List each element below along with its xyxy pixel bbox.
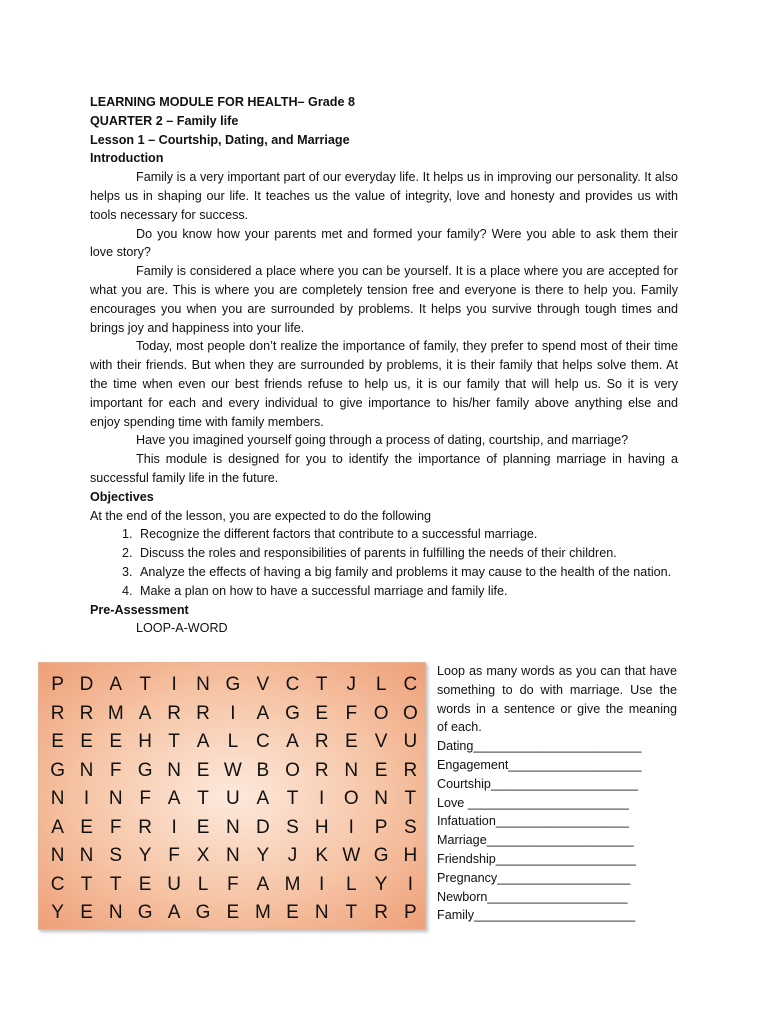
grid-letter[interactable]: N xyxy=(225,816,240,838)
grid-letter[interactable]: A xyxy=(51,816,64,838)
grid-letter[interactable]: G xyxy=(285,702,300,724)
grid-letter[interactable]: D xyxy=(79,674,94,696)
objective-item: 2. Discuss the roles and responsibilities of parents in fulfilling the needs of their children. xyxy=(136,544,678,563)
grid-letter[interactable]: I xyxy=(319,788,325,810)
grid-row xyxy=(43,814,425,843)
grid-letter[interactable]: S xyxy=(404,816,417,838)
objective-item: 4. Make a plan on how to have a successful marriage and family life. xyxy=(136,582,678,601)
grid-letter[interactable]: N xyxy=(50,788,65,810)
grid-letter[interactable]: T xyxy=(139,674,151,696)
grid-letter[interactable]: L xyxy=(375,674,387,696)
document-body xyxy=(90,93,678,638)
grid-letter[interactable]: Y xyxy=(256,845,270,867)
word-search-grid xyxy=(38,662,426,930)
term-blank[interactable]: Dating________________________ xyxy=(437,739,642,754)
grid-letter[interactable]: X xyxy=(196,845,210,867)
grid-letter[interactable]: E xyxy=(315,702,329,724)
term-blank[interactable]: Family_______________________ xyxy=(437,908,636,923)
grid-letter[interactable]: M xyxy=(107,702,124,724)
grid-letter[interactable]: V xyxy=(256,674,270,696)
grid-letter[interactable]: P xyxy=(404,902,417,924)
grid-letter[interactable]: G xyxy=(137,902,153,924)
grid-letter[interactable]: S xyxy=(286,816,299,838)
grid-letter[interactable]: P xyxy=(51,674,64,696)
grid-letter[interactable]: N xyxy=(314,902,329,924)
grid-letter[interactable]: I xyxy=(171,816,177,838)
grid-letter[interactable]: Y xyxy=(374,873,388,895)
grid-letter[interactable]: A xyxy=(256,788,270,810)
grid-letter[interactable]: J xyxy=(346,674,357,696)
term-list xyxy=(437,737,677,925)
grid-letter[interactable]: G xyxy=(50,759,65,781)
grid-letter[interactable]: N xyxy=(167,759,181,781)
grid-letter[interactable]: E xyxy=(196,759,210,781)
grid-letter[interactable]: A xyxy=(256,702,270,724)
grid-row xyxy=(43,785,425,814)
grid-letter[interactable]: C xyxy=(50,873,65,895)
objectives-list xyxy=(90,525,678,600)
term-blank[interactable]: Love _______________________ xyxy=(437,795,629,810)
quarter-title: QUARTER 2 – Family life xyxy=(90,113,239,128)
word-search-table xyxy=(43,671,425,928)
intro-paragraph-5: Have you imagined yourself going through a process of dating, courtship, and marriage? xyxy=(136,433,629,448)
term-blank[interactable]: Infatuation___________________ xyxy=(437,814,629,829)
grid-letter[interactable]: Y xyxy=(138,845,152,867)
grid-letter[interactable]: L xyxy=(197,873,209,895)
grid-letter[interactable]: I xyxy=(319,873,325,895)
grid-letter[interactable]: M xyxy=(284,873,301,895)
grid-letter[interactable]: T xyxy=(286,788,299,810)
grid-letter[interactable]: E xyxy=(286,902,299,924)
grid-letter[interactable]: G xyxy=(225,674,241,696)
intro-paragraph-2: Do you know how your parents met and formed your family? Were you able to ask them their love story? xyxy=(90,226,678,260)
grid-letter[interactable]: P xyxy=(374,816,388,838)
grid-letter[interactable]: U xyxy=(403,731,418,753)
grid-letter[interactable]: N xyxy=(225,845,240,867)
grid-letter[interactable]: A xyxy=(138,702,152,724)
term-blank[interactable]: Friendship____________________ xyxy=(437,851,636,866)
grid-letter[interactable]: K xyxy=(315,845,329,867)
grid-letter[interactable]: B xyxy=(256,759,270,781)
intro-paragraph-3: Family is considered a place where you can be yourself. It is a place where you are accepted for what you are. This is where you are completely tension free and everyone is there to help you. Family encourages you when you are surrounded by problems. It helps you survive through tough times and brings joy and happiness into your life. xyxy=(90,264,678,335)
preassessment-heading: Pre-Assessment xyxy=(90,602,189,617)
grid-letter[interactable]: N xyxy=(108,902,123,924)
term-blank[interactable]: Engagement___________________ xyxy=(437,757,642,772)
grid-letter[interactable]: C xyxy=(256,731,270,753)
grid-letter[interactable]: F xyxy=(109,816,122,838)
grid-letter[interactable]: J xyxy=(287,845,298,867)
grid-letter[interactable]: N xyxy=(79,759,94,781)
grid-row xyxy=(43,671,425,700)
grid-letter[interactable]: T xyxy=(80,873,93,895)
grid-letter[interactable]: E xyxy=(196,816,210,838)
grid-letter[interactable]: H xyxy=(314,816,329,838)
grid-letter[interactable]: F xyxy=(168,845,180,867)
activity-title: LOOP-A-WORD xyxy=(136,621,228,636)
grid-letter[interactable]: T xyxy=(197,788,209,810)
grid-letter[interactable]: O xyxy=(285,759,300,781)
grid-letter[interactable]: E xyxy=(344,731,358,753)
introduction-heading: Introduction xyxy=(90,151,164,166)
grid-letter[interactable]: T xyxy=(109,873,122,895)
grid-letter[interactable]: G xyxy=(373,845,389,867)
grid-letter[interactable]: R xyxy=(167,702,181,724)
grid-letter[interactable]: A xyxy=(167,788,181,810)
term-blank[interactable]: Pregnancy___________________ xyxy=(437,870,631,885)
grid-row xyxy=(43,728,425,757)
grid-letter[interactable]: O xyxy=(373,702,389,724)
grid-letter[interactable]: I xyxy=(171,674,177,696)
grid-letter[interactable]: R xyxy=(50,702,65,724)
grid-letter[interactable]: N xyxy=(196,674,210,696)
grid-letter[interactable]: O xyxy=(402,702,418,724)
grid-letter[interactable]: L xyxy=(346,873,357,895)
grid-letter[interactable]: N xyxy=(108,788,123,810)
grid-letter[interactable]: E xyxy=(374,759,388,781)
grid-letter[interactable]: T xyxy=(168,731,180,753)
grid-letter[interactable]: E xyxy=(109,731,123,753)
activity-instructions: Loop as many words as you can that have something to do with marriage. Use the words in a sentence or give the meaning of each. xyxy=(437,664,677,735)
module-title: LEARNING MODULE FOR HEALTH– Grade 8 xyxy=(90,95,355,109)
grid-letter[interactable]: N xyxy=(374,788,388,810)
grid-letter[interactable]: A xyxy=(286,731,299,753)
grid-letter[interactable]: D xyxy=(256,816,270,838)
objective-item: 3. Analyze the effects of having a big family and problems it may cause to the health of the nation. xyxy=(136,563,678,582)
term-blank[interactable]: Newborn____________________ xyxy=(437,889,628,904)
grid-letter[interactable]: U xyxy=(167,873,181,895)
grid-letter[interactable]: L xyxy=(227,731,239,753)
intro-paragraph-6: This module is designed for you to identify the importance of planning marriage in having a successful family life in the future. xyxy=(90,452,678,485)
grid-letter[interactable]: C xyxy=(285,674,300,696)
grid-letter[interactable]: E xyxy=(138,873,152,895)
intro-paragraph-4: Today, most people don’t realize the importance of family, they prefer to spend most of their time with their friends. But when they are surrounded by problems, it is their family that helps solve them. At the time when even our best friends refuse to help us, it is our family that will help us. So it is very important for each and every individual to give importance to his/her family above anything else and enjoy spending time with family members. xyxy=(90,339,678,429)
grid-row xyxy=(43,757,425,786)
objective-item: 1. Recognize the different factors that contribute to a successful marriage. xyxy=(136,525,678,544)
grid-letter[interactable]: F xyxy=(139,788,151,810)
grid-letter[interactable]: E xyxy=(80,731,93,753)
grid-letter[interactable]: I xyxy=(83,788,90,810)
grid-letter[interactable]: W xyxy=(223,759,242,781)
grid-letter[interactable]: W xyxy=(342,845,361,867)
grid-letter[interactable]: R xyxy=(79,702,94,724)
objectives-lead: At the end of the lesson, you are expected to do the following xyxy=(90,508,431,523)
grid-letter[interactable]: A xyxy=(109,674,123,696)
grid-row xyxy=(43,700,425,729)
grid-letter[interactable]: R xyxy=(314,759,329,781)
grid-letter[interactable]: T xyxy=(345,902,358,924)
term-blank[interactable]: Courtship_____________________ xyxy=(437,776,638,791)
grid-letter[interactable]: R xyxy=(314,731,329,753)
grid-letter[interactable]: G xyxy=(137,759,153,781)
grid-letter[interactable]: N xyxy=(50,845,65,867)
grid-letter[interactable]: C xyxy=(403,674,418,696)
grid-letter[interactable]: G xyxy=(195,902,211,924)
grid-letter[interactable]: R xyxy=(403,759,418,781)
grid-letter[interactable]: E xyxy=(80,902,93,924)
grid-letter[interactable]: F xyxy=(109,759,122,781)
grid-row xyxy=(43,842,425,871)
grid-letter[interactable]: F xyxy=(227,873,239,895)
grid-letter[interactable]: E xyxy=(226,902,240,924)
grid-row xyxy=(43,871,425,900)
grid-letter[interactable]: T xyxy=(315,674,328,696)
activity-panel xyxy=(437,662,677,925)
grid-letter[interactable]: R xyxy=(138,816,152,838)
grid-letter[interactable]: N xyxy=(79,845,94,867)
grid-letter[interactable]: Y xyxy=(51,902,64,924)
grid-letter[interactable]: A xyxy=(196,731,210,753)
grid-letter[interactable]: E xyxy=(80,816,93,838)
lesson-title: Lesson 1 – Courtship, Dating, and Marriage xyxy=(90,132,350,147)
grid-letter[interactable]: E xyxy=(51,731,64,753)
grid-letter[interactable]: I xyxy=(348,816,354,838)
grid-letter[interactable]: N xyxy=(344,759,359,781)
grid-letter[interactable]: T xyxy=(404,788,417,810)
intro-paragraph-1: Family is a very important part of our everyday life. It helps us in improving our personality. It also helps us in shaping our life. It teaches us the value of integrity, love and honesty and provides us with tools necessary for success. xyxy=(90,170,678,222)
grid-letter[interactable]: A xyxy=(167,902,181,924)
grid-letter[interactable]: H xyxy=(138,731,152,753)
grid-letter[interactable]: A xyxy=(256,873,270,895)
grid-letter[interactable]: U xyxy=(225,788,240,810)
grid-letter[interactable]: F xyxy=(345,702,358,724)
grid-letter[interactable]: O xyxy=(343,788,359,810)
grid-letter[interactable]: R xyxy=(196,702,210,724)
grid-row xyxy=(43,899,425,928)
term-blank[interactable]: Marriage_____________________ xyxy=(437,833,634,848)
grid-letter[interactable]: S xyxy=(109,845,123,867)
grid-letter[interactable]: I xyxy=(230,702,236,724)
grid-letter[interactable]: R xyxy=(374,902,388,924)
objectives-heading: Objectives xyxy=(90,489,154,504)
grid-letter[interactable]: I xyxy=(407,873,413,895)
grid-letter[interactable]: H xyxy=(403,845,418,867)
grid-letter[interactable]: V xyxy=(374,731,388,753)
grid-letter[interactable]: M xyxy=(254,902,271,924)
